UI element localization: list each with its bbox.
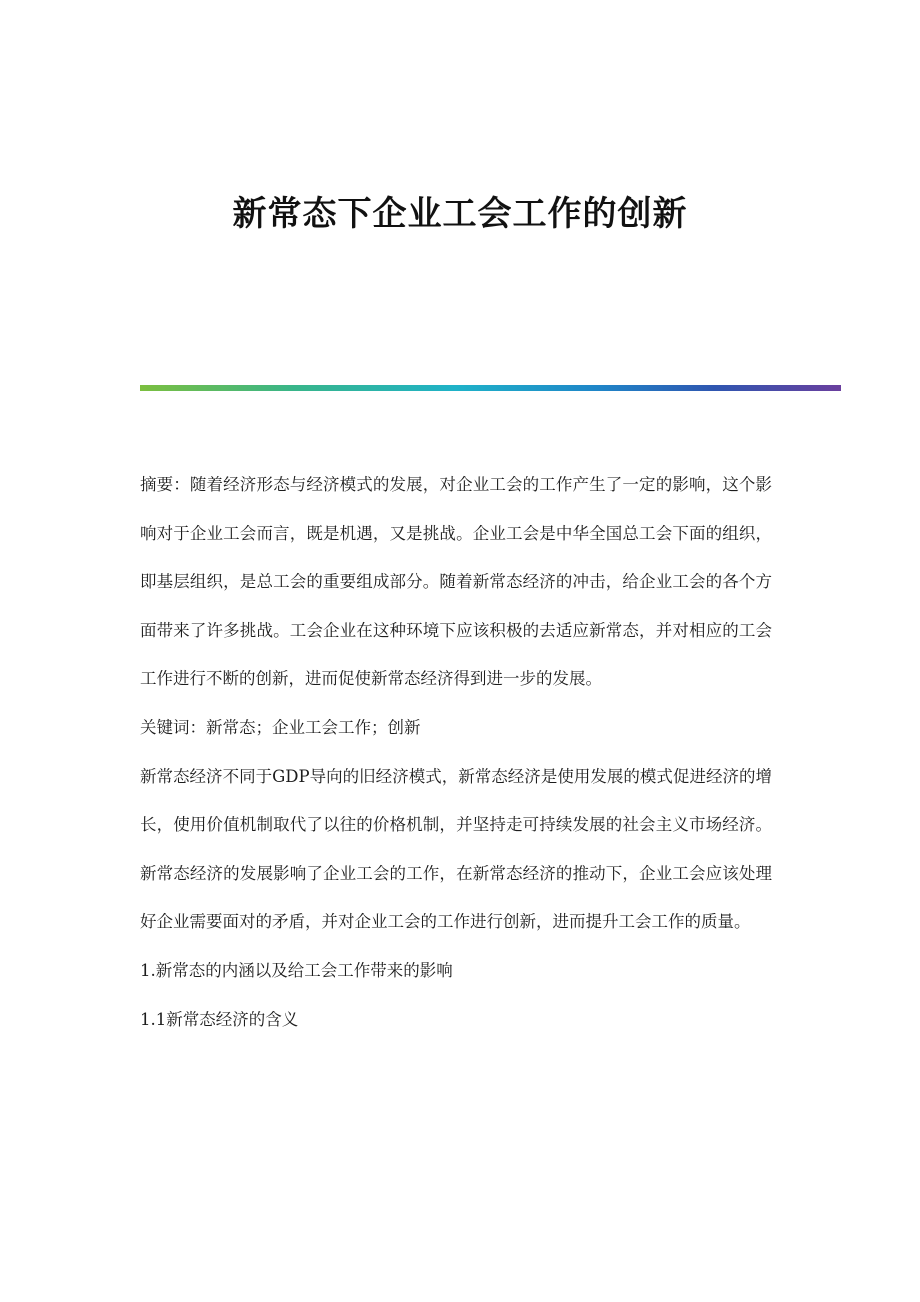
title-divider — [140, 385, 841, 391]
abstract-paragraph: 摘要：随着经济形态与经济模式的发展，对企业工会的工作产生了一定的影响，这个影响对于企业工会而言，既是机遇，又是挑战。企业工会是中华全国总工会下面的组织，即基层组织，是总工会的重要组成部分。随着新常态经济的冲击，给企业工会的各个方面带来了许多挑战。工会企业在这种环境下应该积极的去适应新常态，并对相应的工会工作进行不断的创新，进而促使新常态经济得到进一步的发展。 — [140, 475, 772, 689]
section-heading-1: 1.新常态的内涵以及给工会工作带来的影响 — [140, 960, 453, 980]
document-body — [140, 461, 772, 1044]
intro-paragraph: 新常态经济不同于GDP导向的旧经济模式，新常态经济是使用发展的模式促进经济的增长，使用价值机制取代了以往的价格机制，并坚持走可持续发展的社会主义市场经济。新常态经济的发展影响了企业工会的工作，在新常态经济的推动下，企业工会应该处理好企业需要面对的矛盾，并对企业工会的工作进行创新，进而提升工会工作的质量。 — [140, 766, 772, 932]
section-heading-1-1: 1.1新常态经济的含义 — [140, 1009, 299, 1029]
keywords-line: 关键词：新常态；企业工会工作；创新 — [140, 717, 421, 737]
document-title: 新常态下企业工会工作的创新 — [232, 194, 688, 234]
